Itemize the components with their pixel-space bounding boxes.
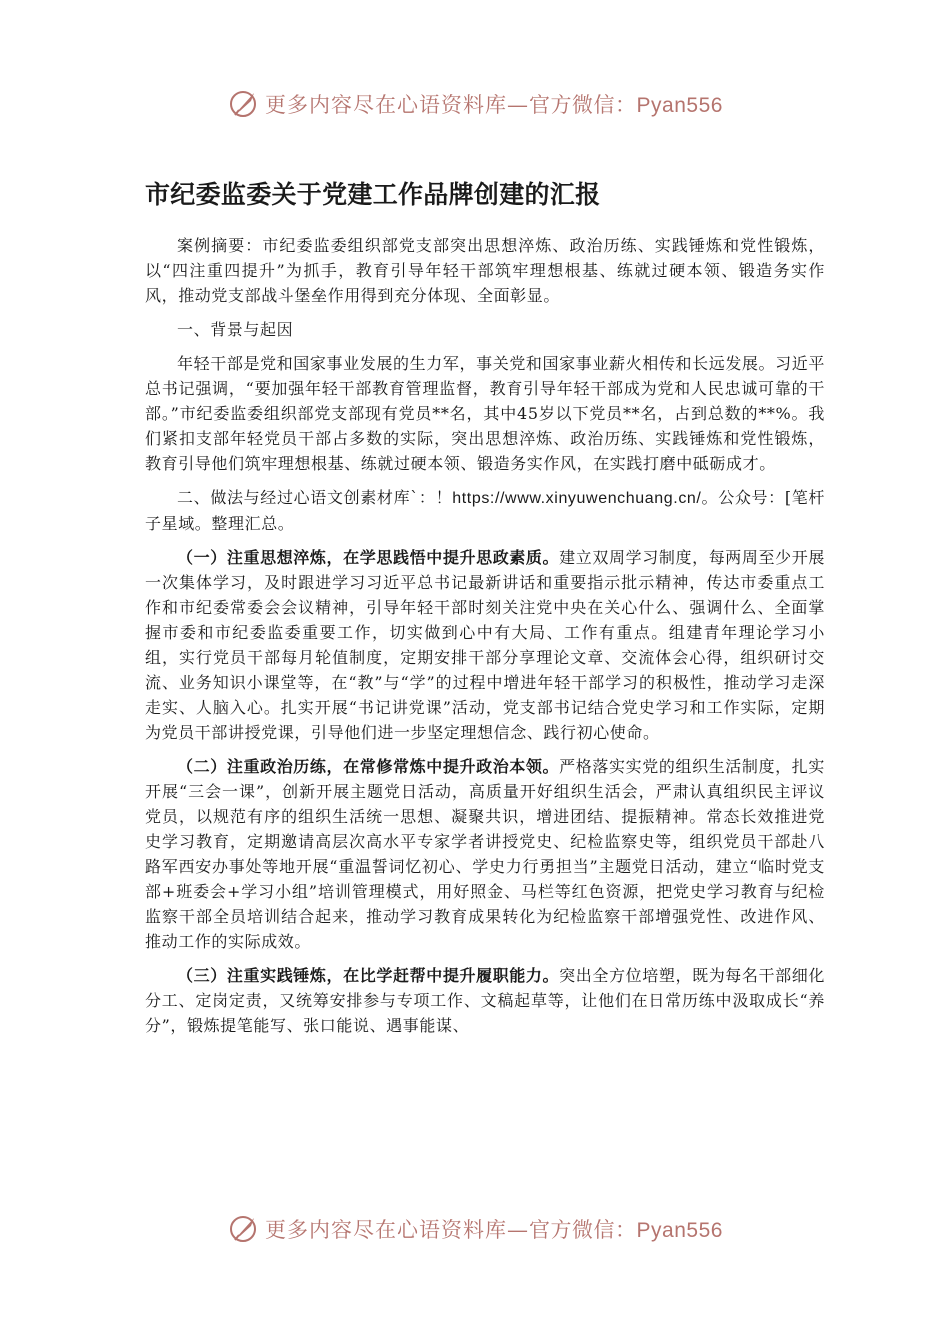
- item2-lead: （二）注重政治历练，在常修常炼中提升政治本领。: [177, 757, 560, 776]
- source-link[interactable]: https://www.xinyuwenchuang.cn/: [452, 490, 702, 507]
- item2-paragraph: （二）注重政治历练，在常修常炼中提升政治本领。严格落实实党的组织生活制度，扎实开展“三会一课”，创新开展主题党日活动，高质量开好组织生活会，严肃认真组织民主评议党员，以规范有序的组织生活统一思想、凝聚共识，增进团结、提振精神。常态长效推进党史学习教育，定期邀请高层次高水平专家学者讲授党史、纪检监察史等，组织党员干部赴八路军西安办事处等地开展“重温誓词忆初心、学史力行勇担当”主题党日活动，建立“临时党支部+班委会+学习小组”培训管理模式，用好照金、马栏等红色资源，把党史学习教育与纪检监察干部全员培训结合起来，推动学习教育成果转化为纪检监察干部增强党性、改进作风、推动工作的实际成效。: [145, 757, 825, 951]
- summary-paragraph: 案例摘要：市纪委监委组织部党支部突出思想淬炼、政治历练、实践锤炼和党性锻炼，以“四注重四提升”为抓手，教育引导年轻干部筑牢理想根基、练就过硬本领、锻造务实作风，推动党支部战斗堡垒作用得到充分体现、全面彰显。: [145, 236, 825, 305]
- item3-paragraph: （三）注重实践锤炼，在比学赶帮中提升履职能力。突出全方位培塑，既为每名干部细化分工、定岗定责，又统筹安排参与专项工作、文稿起草等，让他们在日常历练中汲取成长“养分”，锻炼提笔能写、张口能说、遇事能谋、: [145, 966, 825, 1035]
- section2-heading: 二、做法与经过心语文创素材库`：！https://www.xinyuwenchuang.cn/。公众号：[笔杆子星域。整理汇总。: [145, 488, 825, 533]
- item3-lead: （三）注重实践锤炼，在比学赶帮中提升履职能力。: [177, 966, 560, 985]
- item1-lead: （一）注重思想淬炼，在学思践悟中提升思政素质。: [177, 548, 560, 567]
- section1-heading: 一、背景与起因: [177, 320, 294, 339]
- watermark-text: 更多内容尽在心语资料库—官方微信：Pyan556: [265, 1218, 723, 1242]
- watermark-banner-top: [0, 84, 950, 124]
- section1-paragraph: 年轻干部是党和国家事业发展的生力军，事关党和国家事业薪火相传和长远发展。习近平总书记强调，“要加强年轻干部教育管理监督，教育引导年轻干部成为党和人民忠诚可靠的干部。”市纪委监委组织部党支部现有党员**名，其中45岁以下党员**名，占到总数的**%。我们紧扣支部年轻党员干部占多数的实际，突出思想淬炼、政治历练、实践锤炼和党性锻炼，教育引导他们筑牢理想根基、练就过硬本领、锻造务实作风，在实践打磨中砥砺成才。: [145, 354, 825, 473]
- document-body: [145, 175, 825, 1047]
- quill-logo-icon: [227, 87, 261, 121]
- quill-logo-icon: [227, 1212, 261, 1246]
- watermark-banner-bottom: [0, 1209, 950, 1249]
- watermark-text: 更多内容尽在心语资料库—官方微信：Pyan556: [265, 93, 723, 117]
- item1-paragraph: （一）注重思想淬炼，在学思践悟中提升思政素质。建立双周学习制度，每两周至少开展一次集体学习，及时跟进学习习近平总书记最新讲话和重要指示批示精神，传达市委重点工作和市纪委常委会会议精神，引导年轻干部时刻关注党中央在关心什么、强调什么、全面掌握市委和市纪委监委重要工作，切实做到心中有大局、工作有重点。组建青年理论学习小组，实行党员干部每月轮值制度，定期安排干部分享理论文章、交流体会心得，组织研讨交流、业务知识小课堂等，在“教”与“学”的过程中增进年轻干部学习的积极性，推动学习走深走实、人脑入心。扎实开展“书记讲党课”活动，党支部书记结合党史学习和工作实际，定期为党员干部讲授党课，引导他们进一步坚定理想信念、践行初心使命。: [145, 548, 825, 742]
- document-title: 市纪委监委关于党建工作品牌创建的汇报: [145, 180, 601, 209]
